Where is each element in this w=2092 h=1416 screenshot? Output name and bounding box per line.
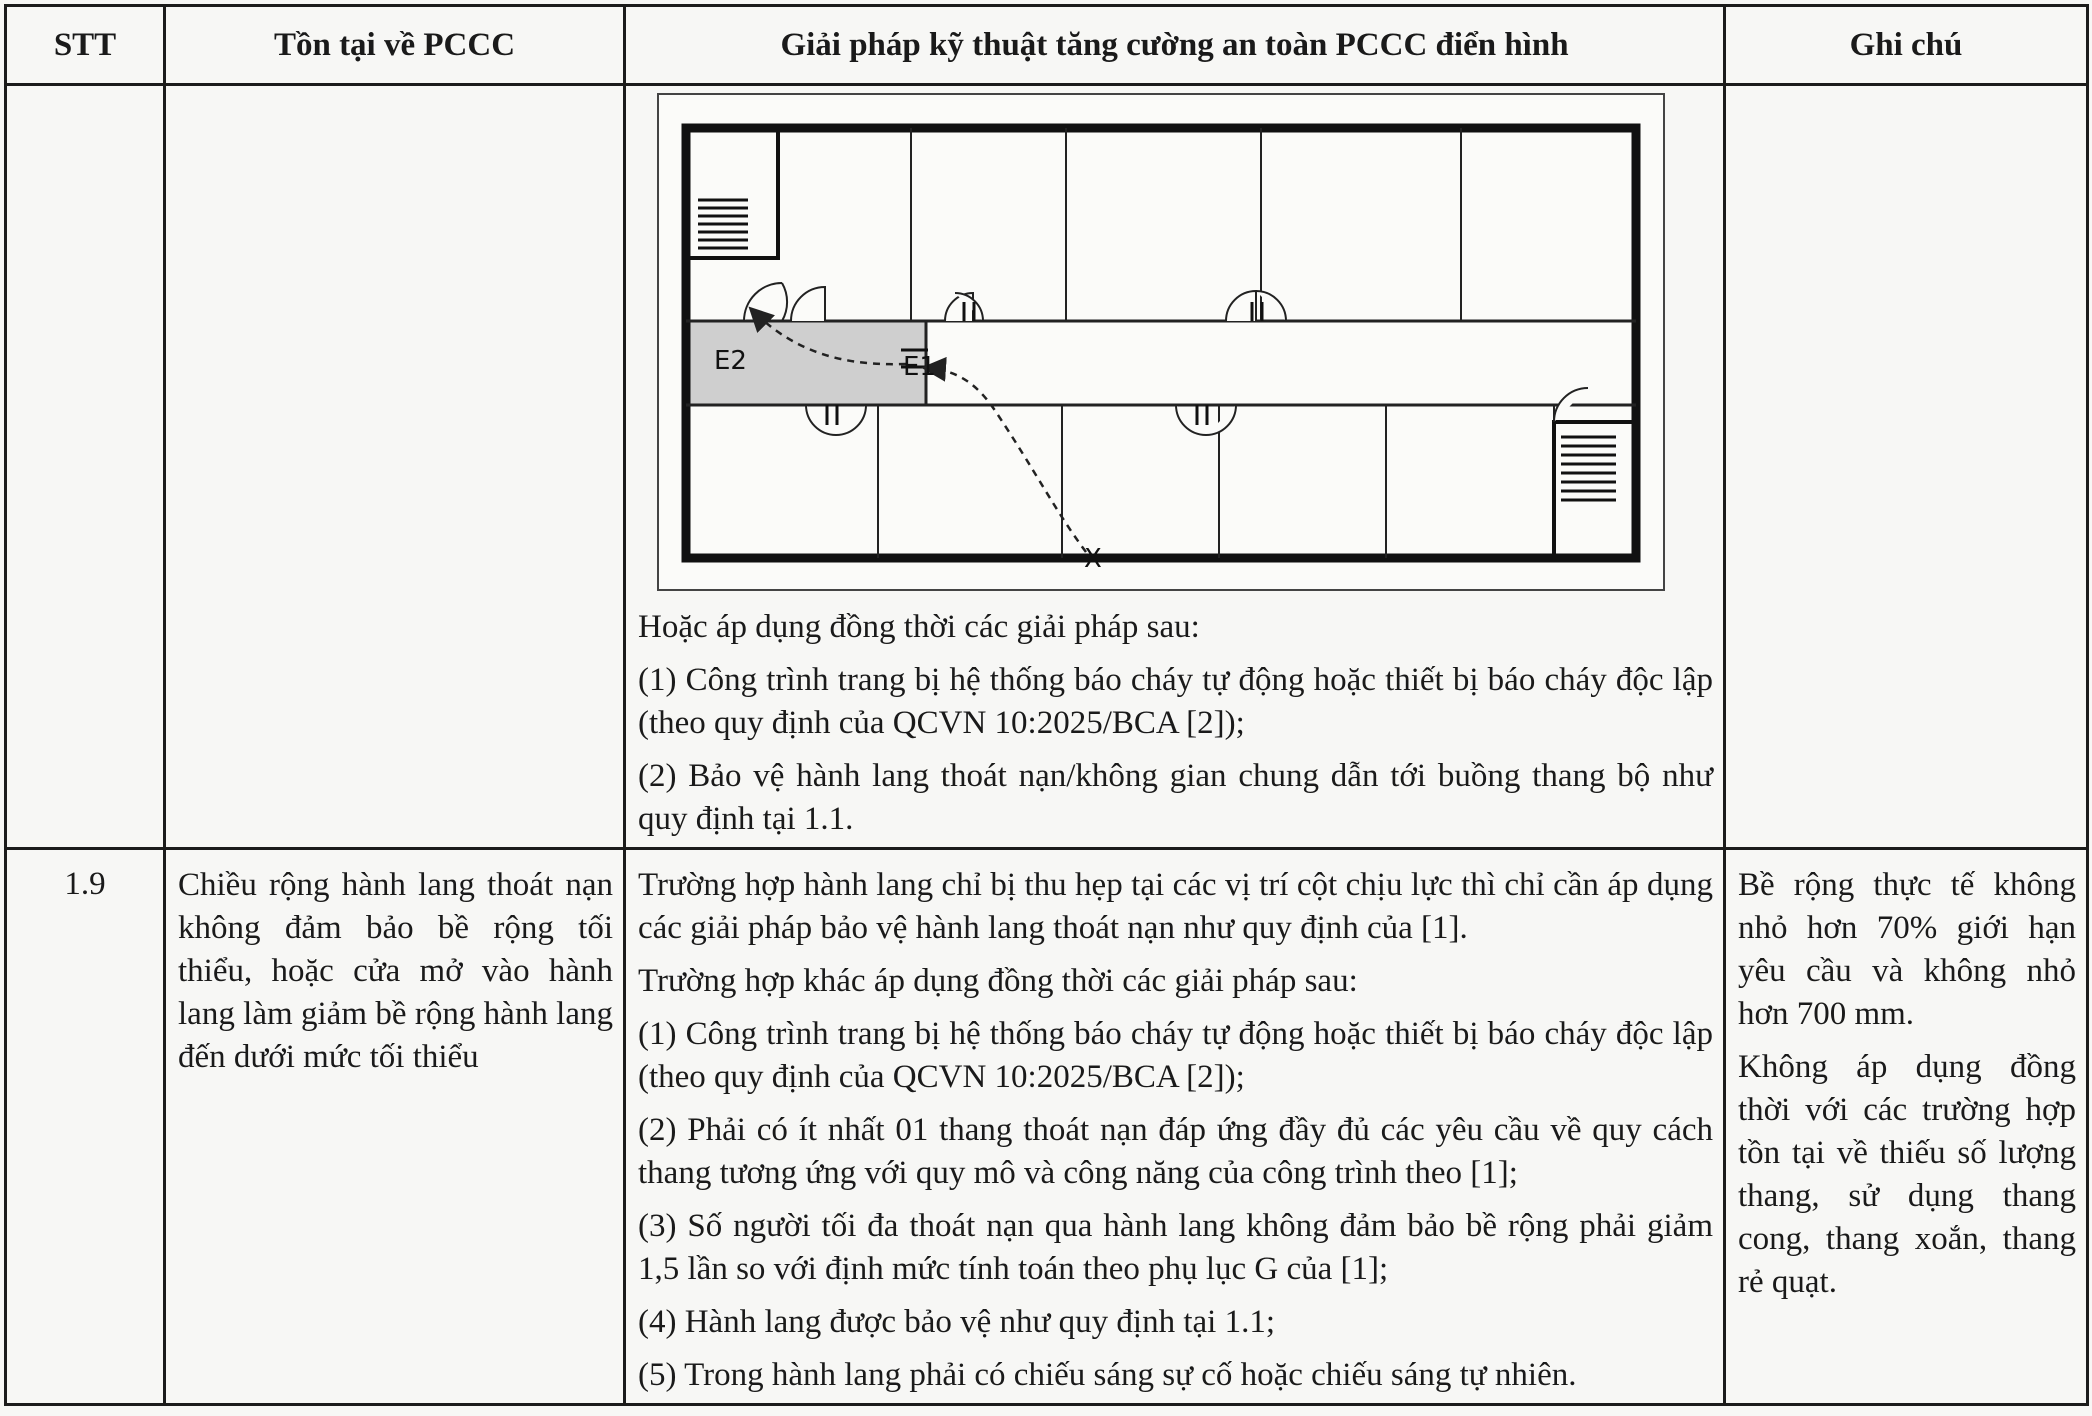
solution-paragraph: (5) Trong hành lang phải có chiếu sáng sự cố hoặc chiếu sáng tự nhiên.	[638, 1357, 1577, 1393]
plan-label-e1: E1	[903, 352, 936, 382]
solution-paragraph: (4) Hành lang được bảo vệ như quy định tại 1.1;	[638, 1304, 1276, 1340]
solution-paragraph: (1) Công trình trang bị hệ thống báo cháy tự động hoặc thiết bị báo cháy độc lập (theo quy định của QCVN 10:2025/BCA [2]);	[638, 662, 1713, 741]
row-issue: Chiều rộng hành lang thoát nạn không đảm bảo bề rộng tối thiểu, hoặc cửa mở vào hành lang làm giảm bề rộng hành lang đến dưới mức tối thiểu	[165, 849, 625, 1405]
header-solution: Giải pháp kỹ thuật tăng cường an toàn PCCC điển hình	[625, 6, 1725, 85]
floor-plan-figure	[626, 86, 1723, 600]
solution-paragraph: (2) Bảo vệ hành lang thoát nạn/không gian chung dẫn tới buồng thang bộ như quy định tại 1.1.	[638, 758, 1713, 837]
solution-paragraph: (2) Phải có ít nhất 01 thang thoát nạn đáp ứng đầy đủ các yêu cầu về quy cách thang tương ứng với quy mô và công năng của công trình theo [1];	[638, 1112, 1713, 1191]
note-paragraph: Bề rộng thực tế không nhỏ hơn 70% giới hạn yêu cầu và không nhỏ hơn 700 mm.	[1738, 867, 2076, 1032]
row-note	[1725, 849, 2088, 1405]
continued-note-cell	[1725, 85, 2088, 849]
header-row	[6, 6, 2088, 85]
pccc-solutions-table	[4, 4, 2089, 1406]
solution-paragraph: Trường hợp hành lang chỉ bị thu hẹp tại các vị trí cột chịu lực thì chỉ cần áp dụng các giải pháp bảo vệ hành lang thoát nạn như quy định của [1].	[638, 867, 1713, 946]
row-stt: 1.9	[6, 849, 165, 1405]
solution-paragraph: (3) Số người tối đa thoát nạn qua hành lang không đảm bảo bề rộng phải giảm 1,5 lần so với định mức tính toán theo phụ lục G của [1];	[638, 1208, 1713, 1287]
evacuation-floor-plan	[656, 92, 1666, 594]
table-row-continued	[6, 85, 2088, 849]
continued-issue-cell	[165, 85, 625, 849]
row-solution	[625, 849, 1725, 1405]
continued-solution-text	[626, 600, 1723, 847]
header-issue: Tồn tại về PCCC	[165, 6, 625, 85]
header-stt: STT	[6, 6, 165, 85]
table-row-1-9	[6, 849, 2088, 1405]
continued-solution-cell	[625, 85, 1725, 849]
continued-stt-cell	[6, 85, 165, 849]
header-note: Ghi chú	[1725, 6, 2088, 85]
plan-label-e2: E2	[714, 346, 747, 376]
solution-paragraph: (1) Công trình trang bị hệ thống báo cháy tự động hoặc thiết bị báo cháy độc lập (theo quy định của QCVN 10:2025/BCA [2]);	[638, 1016, 1713, 1095]
note-paragraph: Không áp dụng đồng thời với các trường hợp tồn tại về thiếu số lượng thang, sử dụng thang cong, thang xoắn, thang rẻ quạt.	[1738, 1049, 2076, 1300]
solution-paragraph: Hoặc áp dụng đồng thời các giải pháp sau:	[638, 609, 1200, 645]
solution-paragraph: Trường hợp khác áp dụng đồng thời các giải pháp sau:	[638, 963, 1358, 999]
plan-label-x: X	[1084, 544, 1102, 574]
